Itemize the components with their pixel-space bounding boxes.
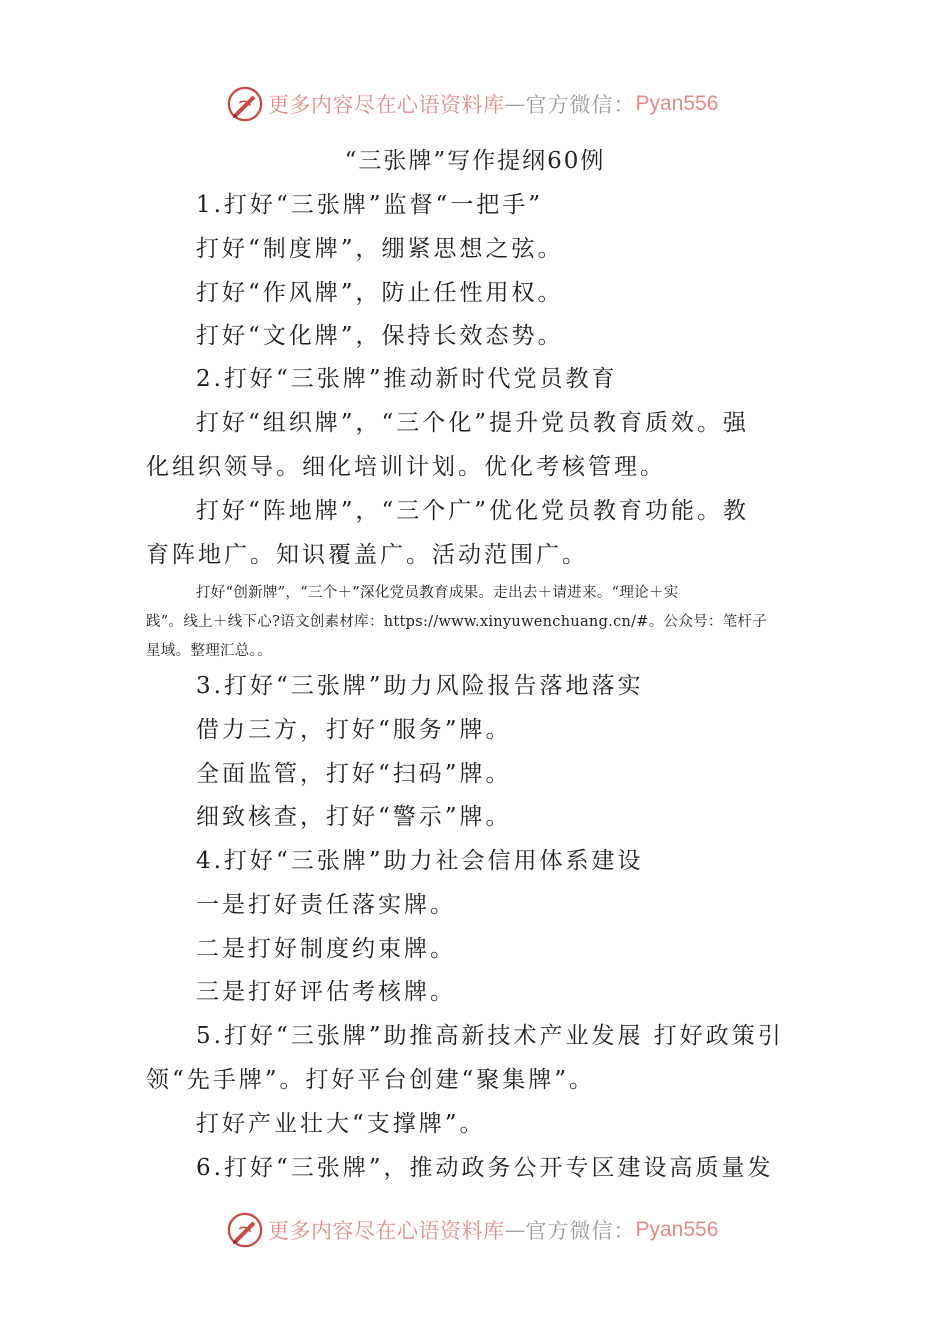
paragraph-line: 打好“阵地牌”，“三个广”优化党员教育功能。教 bbox=[196, 498, 750, 524]
section-heading-1: 1.打好“三张牌”监督“一把手” bbox=[196, 192, 543, 218]
banner-wechat-label: 官方微信： bbox=[525, 1219, 636, 1243]
banner-main-text: 更多内容尽在心语资料库 bbox=[268, 93, 505, 117]
paragraph-line: 借力三方，打好“服务”牌。 bbox=[196, 717, 512, 743]
section-heading-5: 5.打好“三张牌”助推高新技术产业发展 打好政策引 bbox=[196, 1023, 784, 1049]
section-heading-6: 6.打好“三张牌”，推动政务公开专区建设高质量发 bbox=[196, 1155, 774, 1181]
section-heading-3: 3.打好“三张牌”助力风险报告落地落实 bbox=[196, 673, 644, 699]
banner-separator: — bbox=[504, 1218, 526, 1242]
paragraph-line: 打好产业壮大“支撑牌”。 bbox=[196, 1111, 486, 1137]
footer-watermark-banner bbox=[226, 1208, 746, 1252]
paragraph-line: 打好“制度牌”，绷紧思想之弦。 bbox=[196, 236, 564, 262]
banner-wechat-id: Pyan556 bbox=[635, 92, 719, 115]
paragraph-line: 三是打好评估考核牌。 bbox=[196, 979, 456, 1005]
paragraph-line: 打好“组织牌”，“三个化”提升党员教育质效。强 bbox=[196, 410, 750, 436]
small-paragraph-line: 打好“创新牌”，“三个＋”深化党员教育成果。走出去＋请进来。“理论＋实 bbox=[196, 585, 679, 601]
paragraph-line: 细致核查，打好“警示”牌。 bbox=[196, 804, 512, 830]
section-heading-4: 4.打好“三张牌”助力社会信用体系建设 bbox=[196, 848, 644, 874]
banner-separator: — bbox=[504, 92, 526, 116]
paragraph-line: 一是打好责任落实牌。 bbox=[196, 892, 456, 918]
paragraph-line: 领“先手牌”。打好平台创建“聚集牌”。 bbox=[146, 1067, 596, 1093]
paragraph-line: 打好“文化牌”，保持长效态势。 bbox=[196, 323, 564, 349]
section-heading-2: 2.打好“三张牌”推动新时代党员教育 bbox=[196, 366, 618, 392]
banner-wechat-label: 官方微信： bbox=[525, 93, 636, 117]
pen-logo-icon bbox=[226, 85, 264, 123]
paragraph-line: 打好“作风牌”，防止任性用权。 bbox=[196, 280, 564, 306]
pen-logo-icon bbox=[226, 1211, 264, 1249]
document-title: “三张牌”写作提纲60例 bbox=[344, 148, 606, 174]
paragraph-line: 育阵地广。知识覆盖广。活动范围广。 bbox=[146, 542, 588, 568]
paragraph-line: 化组织领导。细化培训计划。优化考核管理。 bbox=[146, 454, 666, 480]
paragraph-line: 全面监管，打好“扫码”牌。 bbox=[196, 761, 512, 787]
header-watermark-banner bbox=[226, 82, 746, 126]
small-paragraph-line: 践”。线上＋线下心?语文创素材库：https://www.xinyuwenchuang.cn/#。公众号：笔杆子 bbox=[146, 614, 768, 630]
banner-wechat-id: Pyan556 bbox=[635, 1218, 719, 1241]
small-paragraph-line: 星域。整理汇总。。 bbox=[146, 643, 272, 659]
paragraph-line: 二是打好制度约束牌。 bbox=[196, 936, 456, 962]
banner-main-text: 更多内容尽在心语资料库 bbox=[268, 1219, 505, 1243]
